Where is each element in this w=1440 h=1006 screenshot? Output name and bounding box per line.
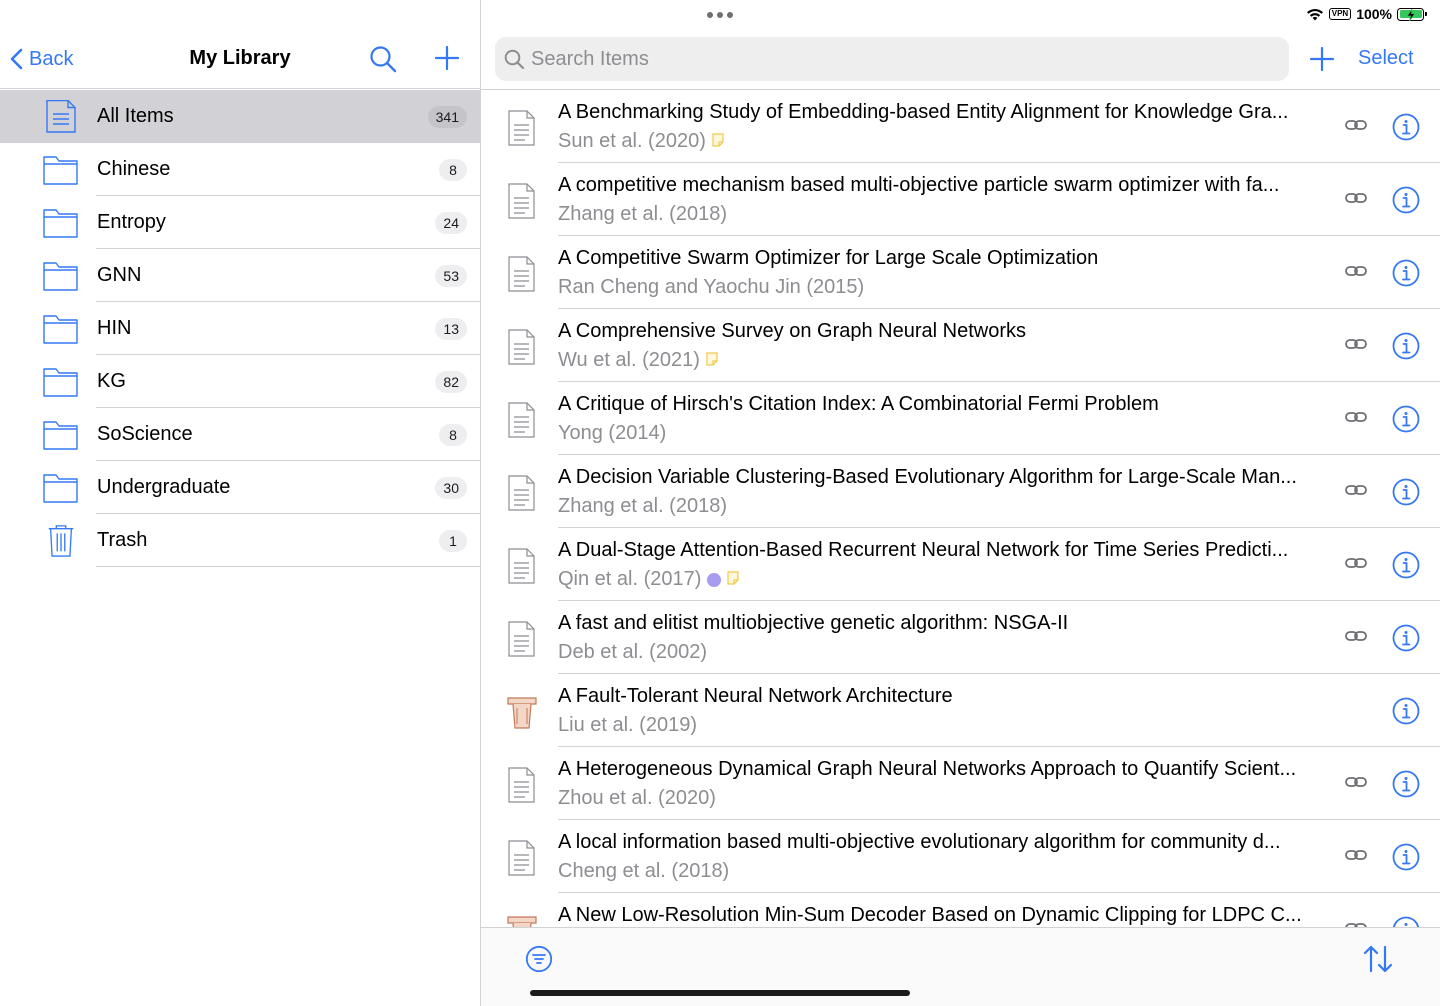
count-badge: 8 (439, 159, 467, 181)
info-icon[interactable] (1392, 624, 1420, 657)
item-row[interactable] (481, 893, 1440, 927)
collection-item-kg[interactable] (0, 355, 480, 408)
trash-icon (42, 524, 80, 557)
document-icon (505, 840, 539, 876)
item-subtitle (558, 422, 666, 445)
item-title: A Heterogeneous Dynamical Graph Neural Networks Approach to Quantify Scient... (558, 758, 1297, 780)
item-creator-year: Liu et al. (2019) (558, 714, 697, 736)
item-subtitle (558, 203, 727, 226)
item-row[interactable] (481, 236, 1440, 309)
count-badge: 8 (439, 424, 467, 446)
document-icon (505, 183, 539, 219)
item-subtitle (558, 714, 697, 737)
collection-label: Chinese (97, 158, 171, 180)
count-badge: 30 (435, 477, 467, 499)
info-icon[interactable] (1392, 770, 1420, 803)
filter-icon[interactable] (525, 945, 553, 973)
conference-paper-icon (505, 694, 539, 730)
info-icon[interactable] (1392, 551, 1420, 584)
collection-label: KG (97, 370, 126, 392)
document-icon (505, 402, 539, 438)
count-badge: 53 (435, 265, 467, 287)
collection-item-trash[interactable] (0, 514, 480, 567)
item-subtitle (558, 495, 727, 518)
item-creator-year: Deb et al. (2002) (558, 641, 707, 663)
document-icon (505, 621, 539, 657)
item-creator-year: Sun et al. (2020) (558, 130, 706, 152)
item-title: A Fault-Tolerant Neural Network Architecture (558, 685, 953, 707)
sidebar-header (0, 30, 480, 89)
link-icon[interactable] (1345, 775, 1367, 793)
info-icon[interactable] (1392, 113, 1420, 146)
search-icon[interactable] (369, 45, 397, 73)
link-icon[interactable] (1345, 118, 1367, 136)
select-button[interactable]: Select (1358, 47, 1414, 69)
item-creator-year: Zhang et al. (2018) (558, 495, 727, 517)
home-indicator[interactable] (530, 990, 910, 996)
collection-list (0, 90, 480, 567)
info-icon[interactable] (1392, 405, 1420, 438)
count-badge: 82 (435, 371, 467, 393)
item-title: A Decision Variable Clustering-Based Evolutionary Algorithm for Large-Scale Man... (558, 466, 1297, 488)
document-icon (505, 475, 539, 511)
item-row[interactable] (481, 674, 1440, 747)
link-icon[interactable] (1345, 629, 1367, 647)
collection-item-entropy[interactable] (0, 196, 480, 249)
item-title: A Dual-Stage Attention-Based Recurrent Neural Network for Time Series Predicti... (558, 539, 1289, 561)
item-subtitle (558, 276, 864, 299)
item-subtitle (558, 860, 729, 883)
item-row[interactable] (481, 528, 1440, 601)
item-subtitle (558, 641, 707, 664)
collection-item-hin[interactable] (0, 302, 480, 355)
folder-icon (42, 418, 80, 451)
collection-label: Trash (97, 529, 148, 551)
folder-icon (42, 259, 80, 292)
conference-paper-icon (505, 913, 539, 927)
status-indicators (1306, 5, 1424, 23)
item-subtitle (558, 130, 724, 153)
battery-percent: 100% (1356, 6, 1392, 22)
item-row[interactable] (481, 747, 1440, 820)
count-badge: 13 (435, 318, 467, 340)
document-icon (505, 548, 539, 584)
item-subtitle (558, 568, 739, 591)
item-creator-year: Zhou et al. (2020) (558, 787, 716, 809)
collection-item-gnn[interactable] (0, 249, 480, 302)
link-icon[interactable] (1345, 556, 1367, 574)
note-icon (727, 568, 739, 591)
count-badge: 24 (435, 212, 467, 234)
add-item-icon[interactable] (1309, 46, 1335, 72)
document-icon (42, 100, 80, 133)
item-title: A Comprehensive Survey on Graph Neural Networks (558, 320, 1026, 342)
collection-item-chinese[interactable] (0, 143, 480, 196)
count-badge: 341 (428, 106, 467, 128)
search-bar[interactable] (495, 37, 1289, 81)
folder-icon (42, 471, 80, 504)
item-subtitle (558, 787, 716, 810)
sidebar (0, 0, 480, 1006)
item-creator-year: Ran Cheng and Yaochu Jin (2015) (558, 276, 865, 298)
collection-label: HIN (97, 317, 132, 339)
info-icon[interactable] (1392, 478, 1420, 511)
add-collection-icon[interactable] (434, 45, 460, 71)
folder-icon (42, 153, 80, 186)
wifi-icon (1306, 8, 1324, 21)
info-icon[interactable] (1392, 916, 1420, 927)
battery-icon (1397, 8, 1424, 21)
collection-label: All Items (97, 105, 174, 127)
vpn-badge: VPN (1329, 8, 1351, 20)
collection-label: SoScience (97, 423, 193, 445)
item-row[interactable] (481, 382, 1440, 455)
search-input[interactable] (531, 37, 1271, 81)
link-icon[interactable] (1345, 410, 1367, 428)
item-creator-year: Qin et al. (2017) (558, 568, 702, 590)
info-icon[interactable] (1392, 697, 1420, 730)
item-row[interactable] (481, 90, 1440, 163)
document-icon (505, 767, 539, 803)
collection-label: Entropy (97, 211, 166, 233)
back-label: Back (29, 47, 74, 70)
info-icon[interactable] (1392, 259, 1420, 292)
item-title: A Benchmarking Study of Embedding-based Entity Alignment for Knowledge Gra... (558, 101, 1289, 123)
folder-icon (42, 365, 80, 398)
separator (96, 566, 480, 567)
folder-icon (42, 206, 80, 239)
tag-color-dot (707, 573, 721, 587)
collection-item-soscience[interactable] (0, 408, 480, 461)
link-icon[interactable] (1345, 483, 1367, 501)
item-creator-year: Yong (2014) (558, 422, 667, 444)
document-icon (505, 110, 539, 146)
item-title: A competitive mechanism based multi-objective particle swarm optimizer with fa... (558, 174, 1280, 196)
multitask-handle[interactable] (707, 12, 733, 18)
item-title: A fast and elitist multiobjective genetic algorithm: NSGA-II (558, 612, 1069, 634)
collection-item-all-items[interactable] (0, 90, 480, 143)
item-title: A Competitive Swarm Optimizer for Large Scale Optimization (558, 247, 1099, 269)
item-row[interactable] (481, 820, 1440, 893)
note-icon (706, 349, 718, 372)
link-icon[interactable] (1345, 191, 1367, 209)
item-creator-year: Wu et al. (2021) (558, 349, 700, 371)
items-list[interactable] (481, 89, 1440, 927)
item-row[interactable] (481, 309, 1440, 382)
item-title: A local information based multi-objective evolutionary algorithm for community d... (558, 831, 1281, 853)
item-row[interactable] (481, 601, 1440, 674)
document-icon (505, 329, 539, 365)
collection-label: GNN (97, 264, 142, 286)
collection-item-undergraduate[interactable] (0, 461, 480, 514)
info-icon[interactable] (1392, 843, 1420, 876)
collection-label: Undergraduate (97, 476, 231, 498)
item-row[interactable] (481, 455, 1440, 528)
link-icon[interactable] (1345, 848, 1367, 866)
item-creator-year: Zhang et al. (2018) (558, 203, 727, 225)
count-badge: 1 (439, 530, 467, 552)
info-icon[interactable] (1392, 186, 1420, 219)
page-title: My Library (189, 47, 291, 69)
item-title: A New Low-Resolution Min-Sum Decoder Based on Dynamic Clipping for LDPC C... (558, 904, 1302, 926)
folder-icon (42, 312, 80, 345)
item-subtitle (558, 349, 718, 372)
note-icon (712, 130, 724, 153)
item-title: A Critique of Hirsch's Citation Index: A Combinatorial Fermi Problem (558, 393, 1159, 415)
link-icon[interactable] (1345, 337, 1367, 355)
document-icon (505, 256, 539, 292)
info-icon[interactable] (1392, 332, 1420, 365)
sort-icon[interactable] (1362, 944, 1394, 974)
item-row[interactable] (481, 163, 1440, 236)
search-icon (504, 49, 525, 70)
link-icon[interactable] (1345, 264, 1367, 282)
item-creator-year: Cheng et al. (2018) (558, 860, 730, 882)
